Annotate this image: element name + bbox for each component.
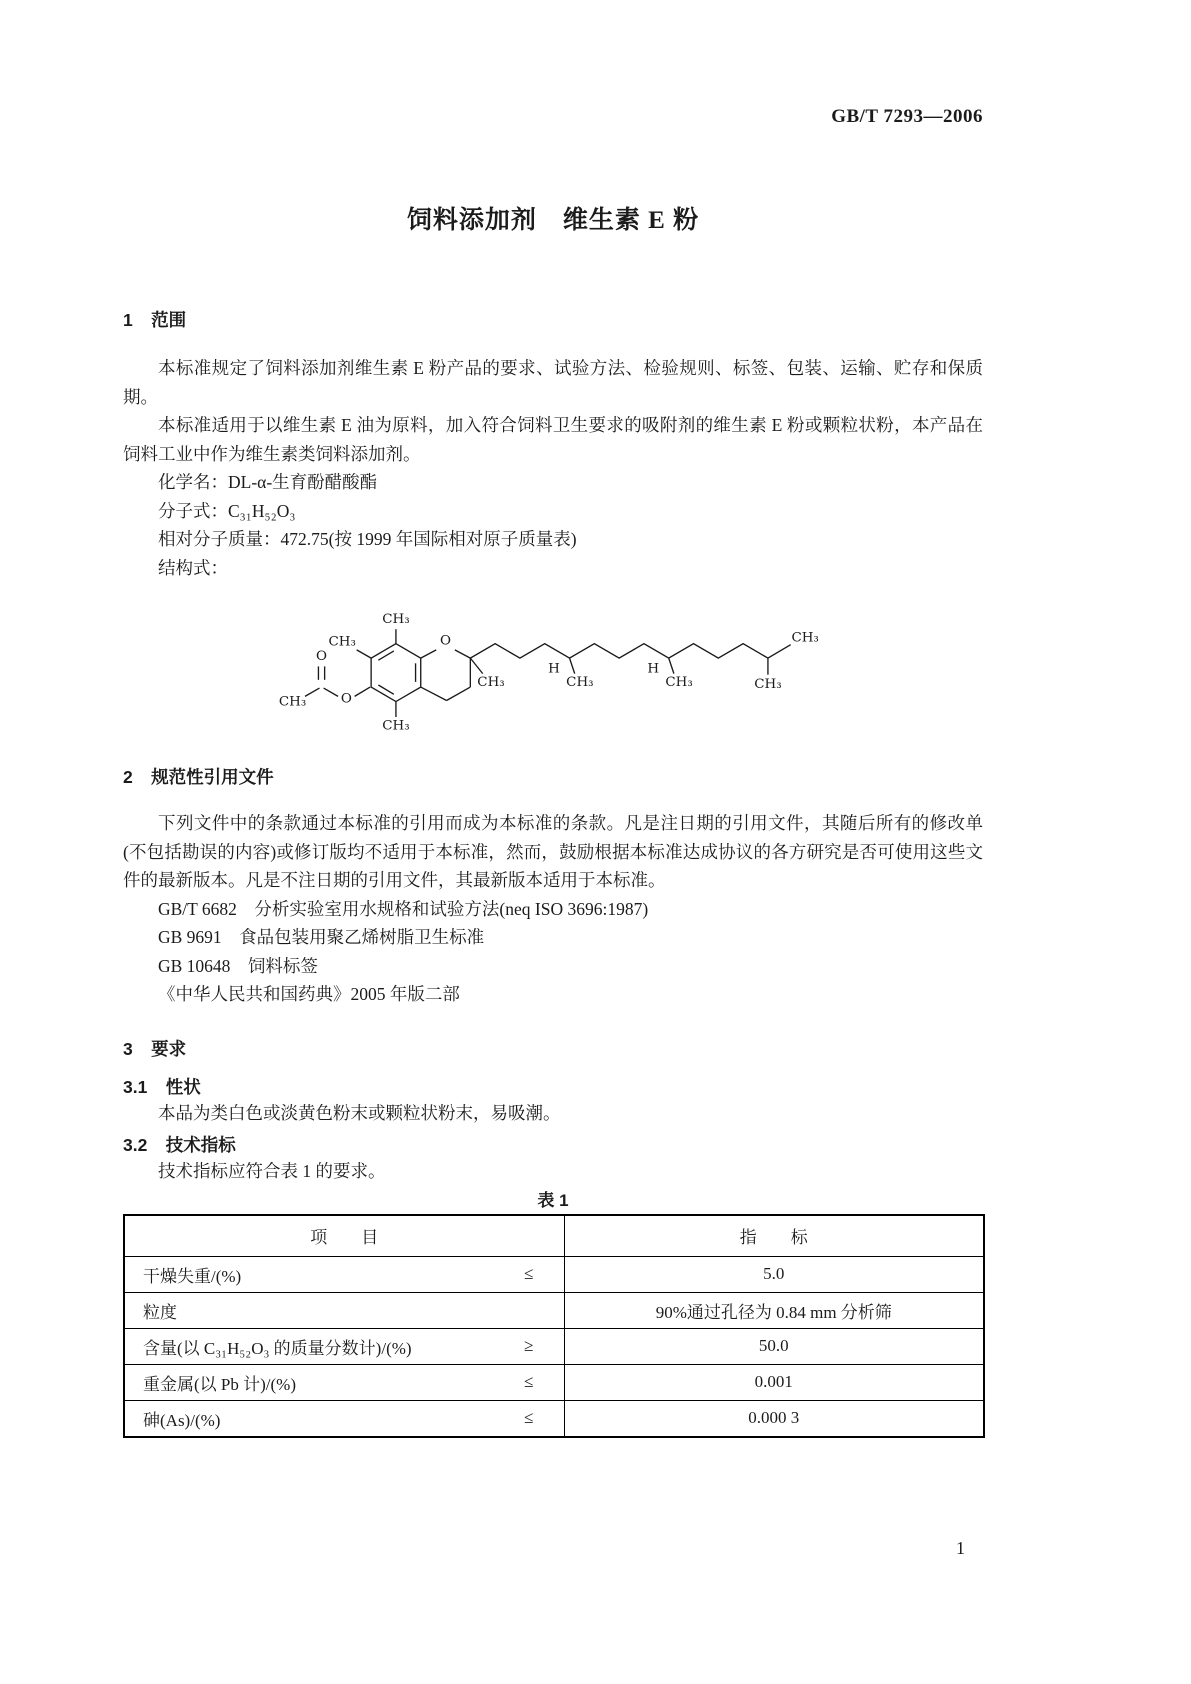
section-1-heading bbox=[123, 308, 983, 332]
relation-symbol: ≤ bbox=[524, 1264, 534, 1283]
reference-list bbox=[123, 895, 983, 1009]
table-row bbox=[124, 1328, 984, 1364]
section-3-2-number: 3.2 bbox=[123, 1135, 148, 1155]
item-cell bbox=[124, 1400, 564, 1437]
relative-molecular-mass-line: 相对分子质量：472.75(按 1999 年国际相对原子质量表) bbox=[158, 529, 577, 549]
section-1-number: 1 bbox=[123, 310, 133, 330]
characters-text: 本品为类白色或淡黄色粉末或颗粒状粉末，易吸潮。 bbox=[158, 1102, 561, 1123]
value-cell: 0.000 3 bbox=[564, 1400, 984, 1437]
section-2-number: 2 bbox=[123, 767, 133, 787]
carbonyl-oxygen-label: O bbox=[316, 649, 328, 665]
ester-oxygen-label: O bbox=[340, 691, 352, 707]
value-cell: 0.001 bbox=[564, 1364, 984, 1400]
column-header-item: 项 目 bbox=[124, 1215, 564, 1257]
methyl-label: CH₃ bbox=[791, 630, 819, 646]
technical-index-text: 技术指标应符合表 1 的要求。 bbox=[158, 1161, 386, 1181]
item-cell bbox=[124, 1256, 564, 1292]
value-cell: 90%通过孔径为 0.84 mm 分析筛 bbox=[564, 1292, 984, 1328]
methyl-label: CH₃ bbox=[754, 677, 782, 693]
ring-oxygen-label: O bbox=[440, 633, 452, 649]
item-label: 砷(As)/(%) bbox=[143, 1410, 221, 1430]
value-cell: 5.0 bbox=[564, 1256, 984, 1292]
item-label: 重金属(以 Pb 计)/(%) bbox=[143, 1374, 296, 1394]
relation-symbol: ≤ bbox=[524, 1408, 534, 1427]
methyl-label: CH₃ bbox=[665, 675, 693, 691]
item-label: 含量(以 C₃₁H₅₂O₃ 的质量分数计)/(%) bbox=[143, 1338, 412, 1358]
methyl-label: CH₃ bbox=[382, 612, 410, 627]
tocopherol-acetate-structure bbox=[263, 592, 843, 747]
section-3-title: 要求 bbox=[151, 1038, 187, 1059]
document-title: 饲料添加剂 维生素 E 粉 bbox=[406, 207, 700, 234]
item-label: 粒度 bbox=[143, 1302, 177, 1322]
section-1-title: 范围 bbox=[151, 310, 187, 330]
page-number: 1 bbox=[956, 1538, 965, 1558]
methyl-label: CH₃ bbox=[382, 718, 410, 734]
normative-references-paragraph: 下列文件中的条款通过本标准的引用而成为本标准的条款。凡是注日期的引用文件，其随后所有的修改单(不包括勘误的内容)或修订版均不适用于本标准，然而，鼓励根据本标准达成协议的各方研究是否可使用这些文件的最新版本。凡是不注日期的引用文件，其最新版本适用于本标准。 bbox=[123, 813, 983, 890]
item-label: 干燥失重/(%) bbox=[143, 1266, 242, 1286]
table-row bbox=[124, 1364, 984, 1400]
scope-paragraph-2: 本标准适用于以维生素 E 油为原料，加入符合饲料卫生要求的吸附剂的维生素 E 粉或颗粒状粉，本产品在饲料工业中作为维生素类饲料添加剂。 bbox=[123, 415, 983, 464]
standard-number: GB/T 7293—2006 bbox=[831, 106, 983, 127]
value-cell: 50.0 bbox=[564, 1328, 984, 1364]
table-row bbox=[124, 1292, 984, 1328]
methyl-label: CH₃ bbox=[566, 675, 594, 691]
section-3-2-title: 技术指标 bbox=[165, 1135, 236, 1155]
section-3-number: 3 bbox=[123, 1038, 133, 1059]
chemical-name-line: 化学名：DL-α-生育酚醋酸酯 bbox=[158, 472, 378, 492]
section-3-2-heading bbox=[123, 1133, 983, 1157]
hydrogen-label: H bbox=[647, 661, 660, 677]
section-3-1-title: 性状 bbox=[165, 1076, 201, 1097]
relation-symbol: ≤ bbox=[524, 1372, 534, 1391]
table-header-row bbox=[124, 1215, 984, 1257]
methyl-label: CH₃ bbox=[477, 675, 505, 691]
section-3-1-number: 3.1 bbox=[123, 1076, 148, 1097]
reference-item: 《中华人民共和国药典》2005 年版二部 bbox=[158, 984, 460, 1004]
methyl-label: CH₃ bbox=[278, 694, 307, 710]
structural-formula-label: 结构式： bbox=[158, 557, 228, 578]
molecular-formula-line: 分子式：C₃₁H₅₂O₃ bbox=[158, 500, 296, 521]
reference-item: GB/T 6682 分析实验室用水规格和试验方法(neq ISO 3696:1987) bbox=[158, 898, 649, 919]
chemical-structure-figure bbox=[263, 592, 843, 747]
section-2-heading bbox=[123, 765, 983, 789]
reference-item: GB 9691 食品包装用聚乙烯树脂卫生标准 bbox=[158, 927, 485, 947]
table-1-caption: 表 1 bbox=[537, 1190, 569, 1210]
hydrogen-label: H bbox=[548, 661, 560, 677]
relation-symbol: ≥ bbox=[524, 1336, 534, 1355]
table-row bbox=[124, 1400, 984, 1437]
column-header-spec: 指 标 bbox=[564, 1215, 984, 1257]
section-2-title: 规范性引用文件 bbox=[151, 767, 274, 787]
section-3-heading bbox=[123, 1037, 983, 1061]
item-cell bbox=[124, 1292, 564, 1328]
section-3-1-heading bbox=[123, 1075, 983, 1099]
item-cell bbox=[124, 1364, 564, 1400]
reference-item: GB 10648 饲料标签 bbox=[158, 955, 318, 976]
item-cell bbox=[124, 1328, 564, 1364]
methyl-label: CH₃ bbox=[328, 634, 356, 650]
scope-paragraph-1: 本标准规定了饲料添加剂维生素 E 粉产品的要求、试验方法、检验规则、标签、包装、运输、贮存和保质期。 bbox=[123, 358, 983, 407]
table-row bbox=[124, 1256, 984, 1292]
spec-table bbox=[123, 1214, 985, 1438]
